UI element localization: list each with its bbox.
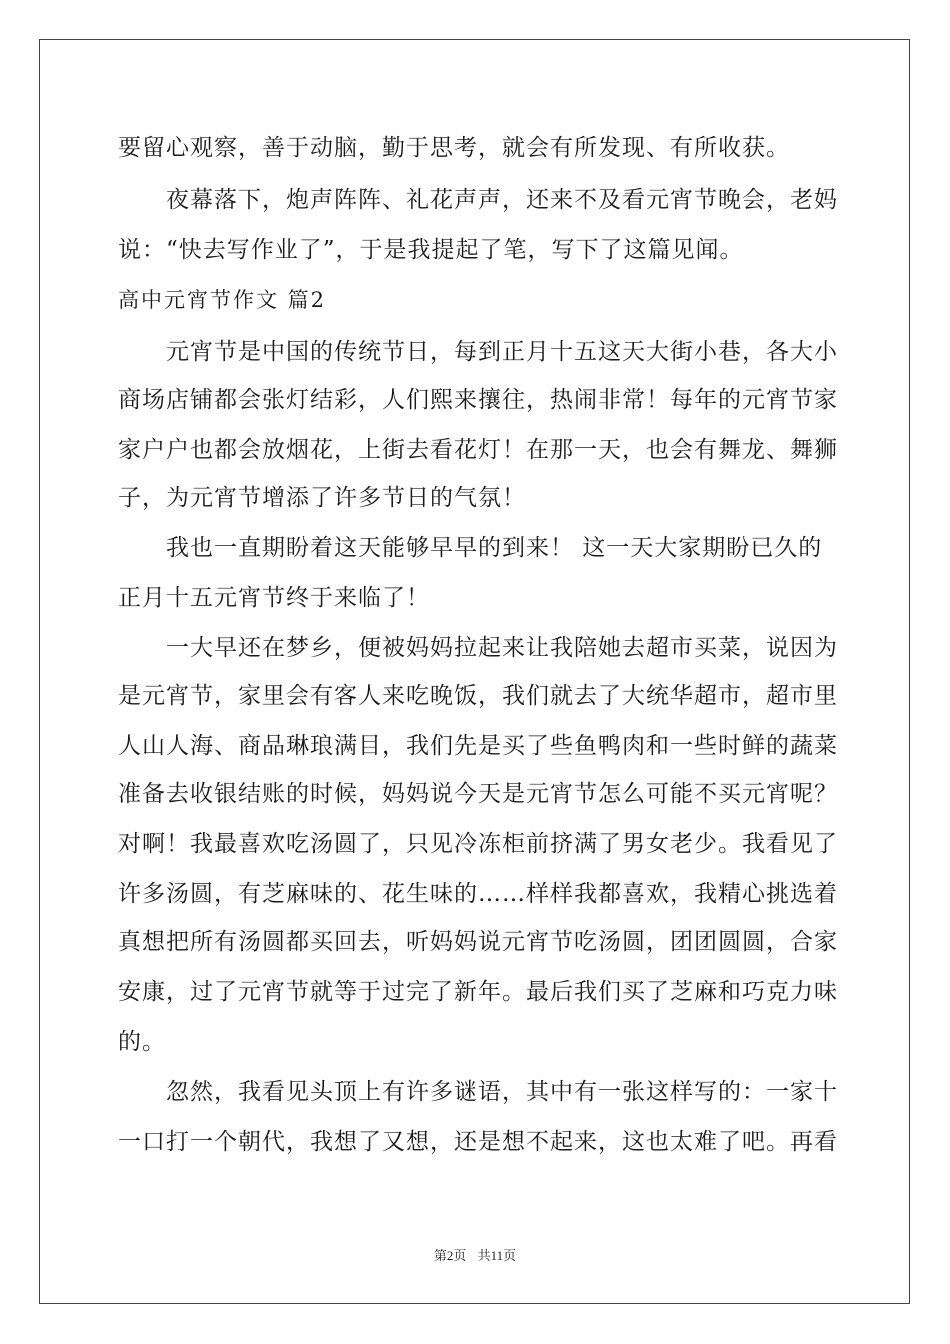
text-line: 商场店铺都会张灯结彩，人们熙来攘往，热闹非常！每年的元宵节家 — [118, 387, 838, 413]
text-line: 要留心观察，善于动脑，勤于思考，就会有所发现、有所收获。 — [118, 135, 790, 161]
page-footer — [0, 1245, 950, 1264]
text-line: 安康，过了元宵节就等于过完了新年。最后我们买了芝麻和巧克力味 — [118, 979, 838, 1005]
text-line: 对啊！我最喜欢吃汤圆了，只见冷冻柜前挤满了男女老少。我看见了 — [118, 831, 838, 857]
paragraph-start-line: 元宵节是中国的传统节日，每到正月十五这天大街小巷，各大小 — [166, 339, 838, 365]
page-number: 第2页 — [433, 1248, 467, 1263]
text-line: 的。 — [118, 1029, 166, 1055]
section-heading: 高中元宵节作文 篇2 — [118, 288, 327, 312]
text-line: 说：“快去写作业了”，于是我提起了笔，写下了这篇见闻。 — [118, 237, 744, 263]
page-border — [39, 39, 910, 1304]
text-line: 是元宵节，家里会有客人来吃晚饭，我们就去了大统华超市，超市里 — [118, 683, 838, 709]
text-line: 正月十五元宵节终于来临了！ — [118, 585, 430, 611]
page-total: 共11页 — [477, 1248, 517, 1263]
paragraph-start-line: 忽然，我看见头顶上有许多谜语，其中有一张这样写的：一家十 — [166, 1079, 838, 1105]
text-line: 准备去收银结账的时候，妈妈说今天是元宵节怎么可能不买元宵呢？ — [118, 781, 838, 807]
text-line: 真想把所有汤圆都买回去，听妈妈说元宵节吃汤圆，团团圆圆，合家 — [118, 929, 838, 955]
paragraph-start-line: 我也一直期盼着这天能够早早的到来！ 这一天大家期盼已久的 — [166, 535, 823, 561]
paragraph-start-line: 一大早还在梦乡，便被妈妈拉起来让我陪她去超市买菜，说因为 — [166, 635, 838, 661]
text-line: 许多汤圆，有芝麻味的、花生味的……样样我都喜欢，我精心挑选着 — [118, 881, 838, 907]
text-line: 子，为元宵节增添了许多节日的气氛！ — [118, 485, 526, 511]
text-line: 人山人海、商品琳琅满目，我们先是买了些鱼鸭肉和一些时鲜的蔬菜 — [118, 733, 838, 759]
text-line: 家户户也都会放烟花，上街去看花灯！在那一天，也会有舞龙、舞狮 — [118, 437, 838, 463]
text-line: 一口打一个朝代，我想了又想，还是想不起来，这也太难了吧。再看 — [118, 1129, 838, 1155]
paragraph-start-line: 夜幕落下，炮声阵阵、礼花声声，还来不及看元宵节晚会，老妈 — [166, 187, 838, 213]
